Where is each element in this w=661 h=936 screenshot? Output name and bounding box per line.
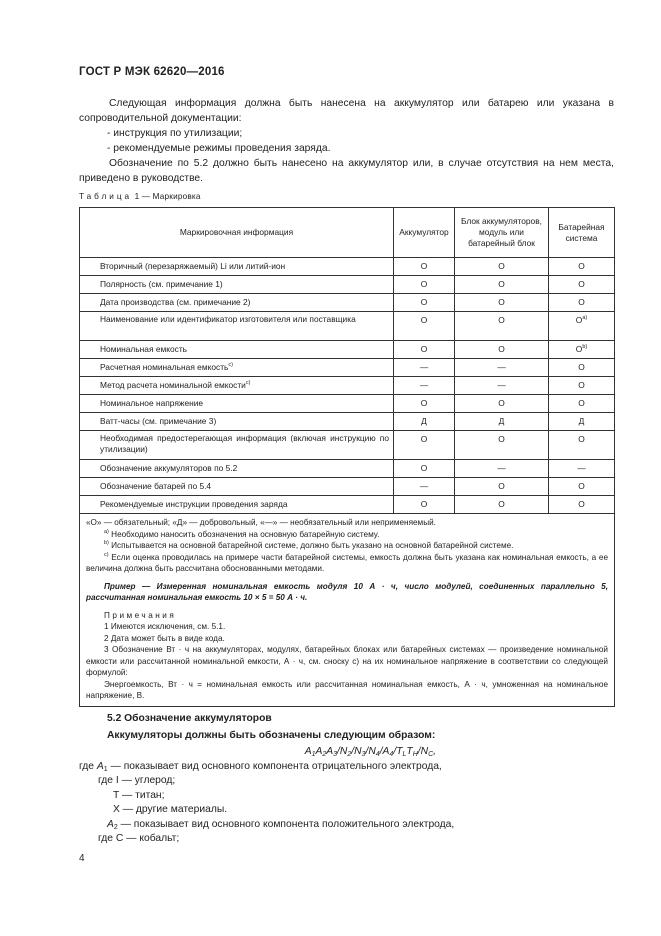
cell-value: O <box>578 481 585 491</box>
header-battery-block: Блок аккумуляторов, модуль или батарейный блок <box>455 208 549 258</box>
cell-value: O <box>420 297 428 307</box>
cell-value: O <box>578 297 585 307</box>
footnote-c-mark: c) <box>104 551 109 558</box>
row-label-footnote-mark: c) <box>245 380 251 386</box>
cell-battery-block <box>455 431 549 460</box>
cell-battery-block <box>455 413 549 431</box>
cell-value: O <box>578 380 585 390</box>
row-label-text: Необходимая предостерегающая информация (включая инструкцию по утилизации) <box>100 433 389 454</box>
cell-value: O <box>578 362 585 372</box>
cell-value: O <box>578 499 585 509</box>
section-heading: 5.2 Обозначение аккумуляторов <box>107 713 272 724</box>
row-label-text: Обозначение аккумуляторов по 5.2 <box>100 463 238 473</box>
header-marking-info: Маркировочная информация <box>80 208 394 258</box>
cell-value: — <box>419 481 429 491</box>
cell-value: O <box>498 315 505 325</box>
cell-accumulator <box>394 312 455 341</box>
table-row <box>80 276 615 294</box>
table-footer <box>80 514 615 707</box>
cell-battery-block <box>455 377 549 395</box>
row-label <box>80 496 394 514</box>
header-battery-system: Батарейная система <box>549 208 615 258</box>
intro-bullet-2: - рекомендуемые режимы проведения заряда. <box>107 143 331 154</box>
row-label-text: Метод расчета номинальной емкости <box>100 380 246 390</box>
row-label <box>80 377 394 395</box>
cell-value: Д <box>578 416 585 426</box>
cell-battery-block <box>455 460 549 478</box>
cell-battery-block <box>455 359 549 377</box>
cell-value: O <box>420 344 428 354</box>
cell-value: O <box>498 279 505 289</box>
cell-battery-system <box>549 359 615 377</box>
cell-value: O <box>578 398 585 408</box>
table-caption-rest: 1 — Маркировка <box>132 192 201 201</box>
cell-value: O <box>578 261 585 271</box>
row-label <box>80 413 394 431</box>
cell-value: — <box>497 362 506 372</box>
footnote-c-text: Если оценка проводилась на примере части батарейной системы, емкость должна быть указана как номинальная емкость, а ее величина должна быть рассчитана обоснованными методами. <box>86 552 608 573</box>
cell-footnote-mark: a) <box>582 315 588 321</box>
table-row <box>80 478 615 496</box>
footnote-a-text: Необходимо наносить обозначения на основную батарейную систему. <box>108 529 380 539</box>
cell-battery-system <box>549 294 615 312</box>
row-label <box>80 431 394 460</box>
cell-value: Д <box>498 416 505 426</box>
table-row <box>80 395 615 413</box>
table-row <box>80 460 615 478</box>
cell-accumulator <box>394 496 455 514</box>
cell-value: O <box>498 481 505 491</box>
cell-value: — <box>497 380 506 390</box>
row-label <box>80 294 394 312</box>
cell-accumulator <box>394 359 455 377</box>
section-lead: Аккумуляторы должны быть обозначены следующим образом: <box>107 729 436 741</box>
row-label-text: Номинальное напряжение <box>100 398 204 408</box>
cell-battery-block <box>455 478 549 496</box>
table-legend: «O» — обязательный; «Д» — добровольный, «—» — необязательный или неприменяемый. <box>86 518 436 527</box>
cell-value: O <box>498 261 505 271</box>
table-header-row <box>80 208 615 258</box>
cell-accumulator <box>394 341 455 359</box>
table-caption <box>79 192 201 201</box>
cell-accumulator <box>394 478 455 496</box>
cell-battery-block <box>455 276 549 294</box>
intro-paragraph-2: Обозначение по 5.2 должно быть нанесено на аккумулятор или, в случае отсутствия на нем места, приведено в руководстве. <box>79 158 614 184</box>
table-row <box>80 496 615 514</box>
cell-value: O <box>420 315 428 325</box>
page-number: 4 <box>79 853 85 864</box>
cell-value: — <box>497 463 506 473</box>
section-5-2 <box>79 712 614 847</box>
table-footer-row <box>80 514 615 707</box>
row-label-text: Расчетная номинальная емкость <box>100 362 229 372</box>
marking-table <box>79 207 615 707</box>
cell-value: O <box>578 279 585 289</box>
footnote-b <box>86 540 608 552</box>
cell-value: O <box>578 434 585 444</box>
cell-value: O <box>498 499 505 509</box>
row-label <box>80 460 394 478</box>
cell-value: O <box>498 398 505 408</box>
cell-battery-system <box>549 431 615 460</box>
table-row <box>80 312 615 341</box>
row-label <box>80 395 394 413</box>
cell-battery-block <box>455 312 549 341</box>
row-label-text: Вторичный (перезаряжаемый) Li или литий-ион <box>100 261 286 271</box>
note-3-formula: Энергоемкость, Вт · ч = номинальная емкость или рассчитанная номинальная емкость, А · ч, умноженная на номинальное напряжение, В. <box>86 679 608 700</box>
cell-battery-system <box>549 413 615 431</box>
cell-battery-system <box>549 258 615 276</box>
cell-value: O <box>575 315 583 325</box>
table-example: Пример — Измеренная номинальная емкость модуля 10 А · ч, число модулей, соединенных параллельно 5, рассчитанная номинальная емкость 10 × 5 = 50 А · ч. <box>86 581 608 602</box>
cell-value: — <box>419 362 429 372</box>
cell-accumulator <box>394 413 455 431</box>
cell-battery-block <box>455 258 549 276</box>
table-row <box>80 341 615 359</box>
section-line-6: где C — кобальт; <box>98 833 180 844</box>
cell-value: O <box>498 344 505 354</box>
document-header-title: ГОСТ Р МЭК 62620—2016 <box>79 66 225 78</box>
row-label <box>80 258 394 276</box>
row-label-text: Наименование или идентификатор изготовителя или поставщика <box>100 314 356 324</box>
row-label <box>80 312 394 341</box>
cell-value: — <box>577 463 586 473</box>
cell-battery-system <box>549 496 615 514</box>
intro-bullet-1: - инструкция по утилизации; <box>107 128 243 139</box>
cell-accumulator <box>394 431 455 460</box>
cell-battery-block <box>455 294 549 312</box>
cell-footnote-mark: b) <box>582 344 588 350</box>
row-label <box>80 359 394 377</box>
cell-value: O <box>420 499 428 509</box>
cell-value: O <box>498 297 505 307</box>
cell-value: O <box>575 344 583 354</box>
table-row <box>80 413 615 431</box>
cell-value: O <box>420 398 428 408</box>
cell-value: — <box>419 380 429 390</box>
cell-battery-system <box>549 312 615 341</box>
row-label-text: Обозначение батарей по 5.4 <box>100 481 212 491</box>
footnote-a-mark: a) <box>104 528 109 535</box>
intro-text <box>79 96 614 186</box>
cell-battery-block <box>455 341 549 359</box>
table-row <box>80 294 615 312</box>
footnote-b-text: Испытывается на основной батарейной системе, должно быть указано на основной батарейной системе. <box>108 541 514 550</box>
section-line-2: где I — углерод; <box>98 775 176 786</box>
note-2: 2 Дата может быть в виде кода. <box>104 633 225 643</box>
table-row <box>80 431 615 460</box>
row-label-text: Полярность (см. примечание 1) <box>100 279 223 289</box>
footnote-c <box>86 552 608 575</box>
footnote-a <box>86 529 608 541</box>
cell-battery-system <box>549 478 615 496</box>
cell-battery-block <box>455 395 549 413</box>
row-label-text: Дата производства (см. примечание 2) <box>100 297 251 307</box>
cell-value: O <box>420 434 428 444</box>
designation-formula: $A_1A_2A_3/N_2/N_3/N_4/A_4/T_LT_H/N_C$, <box>304 746 436 758</box>
table-row <box>80 377 615 395</box>
cell-value: O <box>420 279 428 289</box>
row-label <box>80 478 394 496</box>
cell-accumulator <box>394 258 455 276</box>
cell-accumulator <box>394 395 455 413</box>
row-label-text: Ватт-часы (см. примечание 3) <box>100 416 217 426</box>
cell-battery-system <box>549 395 615 413</box>
section-line-4: X — другие материалы. <box>113 804 228 815</box>
notes-heading: Примечания <box>104 610 177 620</box>
section-line-3: T — титан; <box>113 789 165 801</box>
row-label <box>80 341 394 359</box>
footnote-b-mark: b) <box>104 540 109 546</box>
row-label-footnote-mark: c) <box>228 362 233 368</box>
table-caption-prefix: Таблица <box>79 192 133 201</box>
cell-value: Д <box>421 416 427 426</box>
cell-battery-system <box>549 460 615 478</box>
row-label-text: Номинальная емкость <box>100 344 188 354</box>
cell-accumulator <box>394 377 455 395</box>
section-line-5: $A_2$ — показывает вид основного компонента положительного электрода, <box>107 818 455 831</box>
note-3: 3 Обозначение Вт · ч на аккумуляторах, модулях, батарейных блоках или батарейных системах — произведение номинальной емкости или рассчитанной номинальной емкости, А · ч, см. сноску с) на их номинальное напряжение в соответствии со следующей формулой: <box>86 645 608 677</box>
cell-accumulator <box>394 460 455 478</box>
section-line-1: где $A_1$ — показывает вид основного компонента отрицательного электрода, <box>79 760 442 773</box>
table-row <box>80 359 615 377</box>
cell-accumulator <box>394 276 455 294</box>
cell-battery-system <box>549 341 615 359</box>
cell-battery-block <box>455 496 549 514</box>
cell-value: O <box>420 463 428 473</box>
header-accumulator: Аккумулятор <box>394 208 455 258</box>
cell-value: O <box>498 434 505 444</box>
table-row <box>80 258 615 276</box>
note-1: 1 Имеются исключения, см. 5.1. <box>104 622 226 631</box>
cell-value: O <box>420 261 428 271</box>
cell-battery-system <box>549 377 615 395</box>
cell-accumulator <box>394 294 455 312</box>
row-label-text: Рекомендуемые инструкции проведения заряда <box>100 499 288 509</box>
row-label <box>80 276 394 294</box>
intro-paragraph-1: Следующая информация должна быть нанесена на аккумулятор или батарею или указана в сопроводительной документации: <box>79 98 614 124</box>
cell-battery-system <box>549 276 615 294</box>
